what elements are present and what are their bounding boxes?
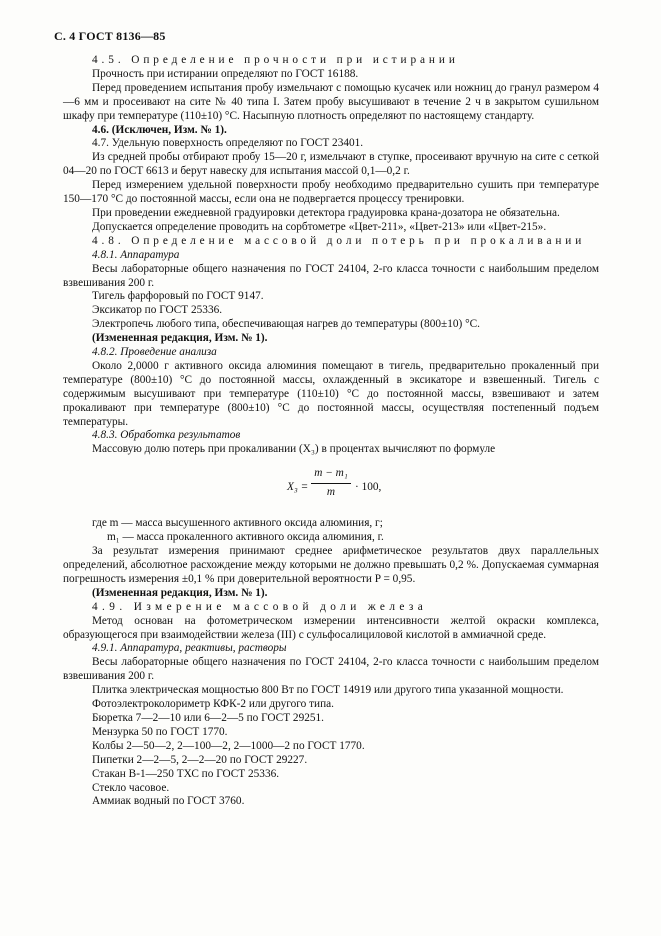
subsection-title-4-8-3: 4.8.3. Обработка результатов [92, 429, 241, 442]
edit-note: (Измененная редакция, Изм. № 1). [92, 332, 268, 345]
paragraph: Прочность при истирании определяют по ГОСТ 16188. [92, 67, 359, 80]
section-title-4-8: 4.8. Определение массовой доли потерь при прокаливании [92, 234, 586, 247]
section-title-4-9: 4.9. Измерение массовой доли железа [92, 600, 428, 613]
formula-rhs: · 100, [355, 481, 382, 494]
paragraph: Эксикатор по ГОСТ 25336. [92, 304, 223, 317]
list-item: Аммиак водный по ГОСТ 3760. [92, 795, 245, 808]
paragraph: Электропечь любого типа, обеспечивающая нагрев до температуры (800±10) °С. [92, 318, 480, 331]
paragraph: Около 2,0000 г активного оксида алюминия помещают в тигель, предварительно прокаленный при температуре (800±10) °С до постоянной массы, охлажденный в эксикаторе и взвешенный. Тигель с содержимым высушивают при температуре (110±10) °С до постоянной массы, взвешивают и затем прокаливают при температуре (800±10) °С до постоянной массы, осуществляя постепенный подъем температуры. [63, 359, 599, 428]
list-item: Фотоэлектроколориметр КФК-2 или другого типа. [92, 698, 334, 711]
subsection-title-4-8-2: 4.8.2. Проведение анализа [92, 346, 217, 359]
formula-denominator: m [326, 486, 336, 499]
section-4-6-excluded: 4.6. (Исключен, Изм. № 1). [92, 123, 227, 136]
formula-fraction [311, 467, 351, 500]
edit-note: (Измененная редакция, Изм. № 1). [92, 586, 268, 599]
paragraph: Перед проведением испытания пробу измельчают с помощью кусачек или ножниц до гранул размером 4—6 мм и просеивают на сите № 40 типа I. Затем пробу высушивают в течение 2 ч в закрытом сушильном шкафу при температуре (110±10) °С. Насыпную плотность определяют по настоящему стандарту. [63, 81, 599, 122]
paragraph: Плитка электрическая мощностью 800 Вт по ГОСТ 14919 или другого типа указанной мощности. [92, 684, 564, 697]
paragraph: При проведении ежедневной градуировки детектора градуировка крана-дозатора не обязательна. [92, 206, 560, 219]
section-title-4-5: 4.5. Определение прочности при истирании [92, 54, 459, 66]
list-item: Бюретка 7—2—10 или 6—2—5 по ГОСТ 29251. [92, 711, 324, 724]
document-body [63, 54, 599, 809]
section-4-7: 4.7. Удельную поверхность определяют по ГОСТ 23401. [92, 137, 364, 150]
paragraph: Перед измерением удельной поверхности пробу необходимо предварительно сушить при температуре 150—170 °С до постоянной массы, если она не подвергается процессу тренировки. [63, 179, 599, 206]
list-item: Мензурка 50 по ГОСТ 1770. [92, 725, 228, 738]
list-item: Пипетки 2—2—5, 2—2—20 по ГОСТ 29227. [92, 753, 308, 766]
subsection-title-4-9-1: 4.9.1. Аппаратура, реактивы, растворы [92, 642, 287, 655]
subsection-title-4-8-1: 4.8.1. Аппаратура [92, 248, 180, 261]
page-header: С. 4 ГОСТ 8136—85 [54, 29, 166, 43]
paragraph: Весы лабораторные общего назначения по ГОСТ 24104, 2-го класса точности с наибольшим пределом взвешивания 200 г. [63, 656, 599, 683]
paragraph: Весы лабораторные общего назначения по ГОСТ 24104, 2-го класса точности с наибольшим пределом взвешивания 200 г. [63, 262, 599, 289]
paragraph: Метод основан на фотометрическом измерении интенсивности желтой окраски комплекса, образующегося при взаимодействии железа (III) с сульфосалициловой кислотой в аммиачной среде. [63, 614, 599, 641]
list-item: Стекло часовое. [92, 781, 170, 794]
formula-x3 [63, 467, 599, 511]
paragraph: За результат измерения принимают среднее арифметическое результатов двух параллельных определений, абсолютное расхождение между которыми не должно превышать 0,2 %. Допускаемая суммарная погрешность измерения ±0,1 % при доверительной вероятности P = 0,95. [63, 545, 599, 585]
list-item: Стакан В-1—250 ТХС по ГОСТ 25336. [92, 767, 280, 780]
list-item: Колбы 2—50—2, 2—100—2, 2—1000—2 по ГОСТ 1770. [92, 739, 365, 752]
paragraph: Допускается определение проводить на сорбтометре «Цвет-211», «Цвет-213» или «Цвет-215». [92, 220, 547, 233]
paragraph: Массовую долю потерь при прокаливании (X₃) в процентах вычисляют по формуле [92, 443, 496, 456]
paragraph: Из средней пробы отбирают пробу 15—20 г, измельчают в ступке, просеивают вручную на сите с сеткой 04—20 по ГОСТ 6613 и берут навеску для испытания массой 0,1—0,2 г. [63, 151, 599, 178]
paragraph: Тигель фарфоровый по ГОСТ 9147. [92, 290, 264, 303]
formula-numerator: m − m₁ [311, 467, 351, 484]
formula-where-1: где m — масса высушенного активного оксида алюминия, г; [92, 517, 383, 530]
formula-where-2: m₁ — масса прокаленного активного оксида алюминия, г. [107, 531, 384, 544]
formula-lhs: X₃ = [287, 481, 309, 494]
